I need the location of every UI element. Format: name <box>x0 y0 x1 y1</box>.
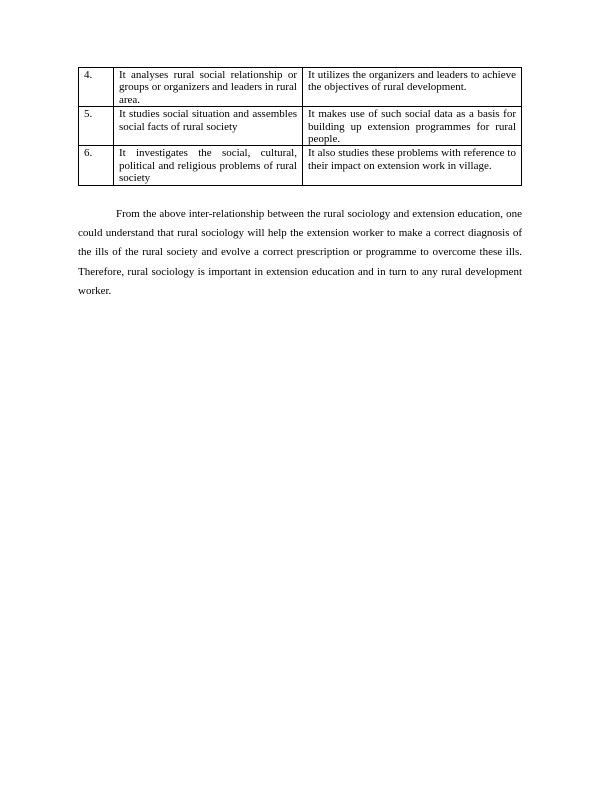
rural-sociology-cell: It studies social situation and assembles social facts of rural society <box>114 107 303 146</box>
table-row <box>79 68 522 107</box>
row-number: 5. <box>79 107 114 146</box>
table-row <box>79 107 522 146</box>
comparison-table <box>78 67 522 186</box>
row-number: 6. <box>79 146 114 185</box>
table-row <box>79 146 522 185</box>
extension-education-cell: It makes use of such social data as a basis for building up extension programmes for rural people. <box>303 107 522 146</box>
rural-sociology-cell: It investigates the social, cultural, political and religious problems of rural society <box>114 146 303 185</box>
rural-sociology-cell: It analyses rural social relationship or groups or organizers and leaders in rural area. <box>114 68 303 107</box>
extension-education-cell: It utilizes the organizers and leaders to achieve the objectives of rural development. <box>303 68 522 107</box>
extension-education-cell: It also studies these problems with reference to their impact on extension work in village. <box>303 146 522 185</box>
row-number: 4. <box>79 68 114 107</box>
body-paragraph: From the above inter-relationship between the rural sociology and extension education, one could understand that rural sociology will help the extension worker to make a correct diagnosis of the ills of the rural society and evolve a correct prescription or programme to overcome these ills. Therefore, rural sociology is important in extension education and in turn to any rural development worker. <box>78 208 522 297</box>
